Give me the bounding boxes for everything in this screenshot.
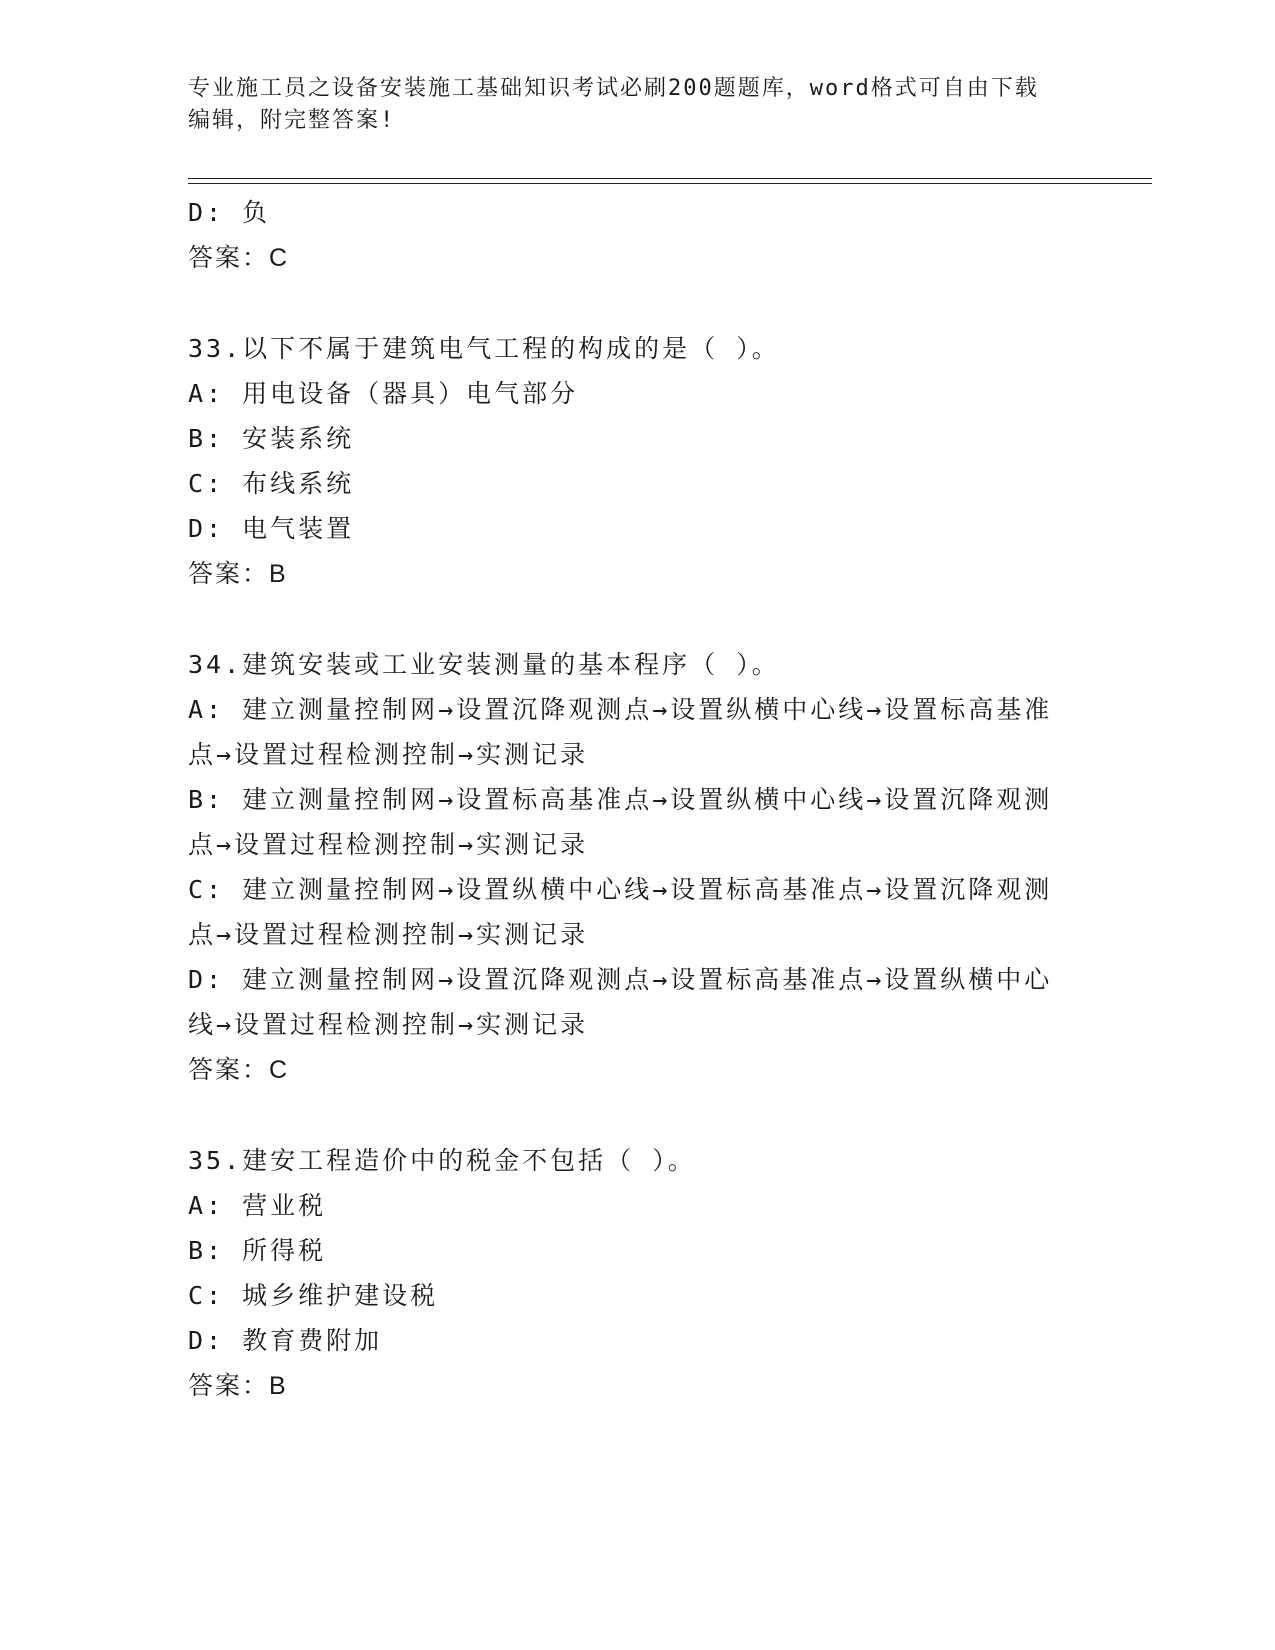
question-text: 33.以下不属于建筑电气工程的构成的是（ ）。 [188,334,780,363]
option-b: B: 建立测量控制网→设置标高基准点→设置纵横中心线→设置沉降观测点→设置过程检测控制→实测记录 [188,785,1053,859]
option-d: D: 负 [188,198,271,227]
option-b: B: 安装系统 [188,424,355,453]
option-d: D: 建立测量控制网→设置沉降观测点→设置标高基准点→设置纵横中心线→设置过程检测控制→实测记录 [188,965,1053,1039]
header-title-line1: 专业施工员之设备安装施工基础知识考试必刷200题题库，word格式可自由下载 [188,76,1039,101]
option-a: A: 用电设备（器具）电气部分 [188,379,579,408]
question-35 [188,1138,1088,1410]
question-33 [188,326,1088,598]
option-a: A: 建立测量控制网→设置沉降观测点→设置纵横中心线→设置标高基准点→设置过程检测控制→实测记录 [188,695,1053,769]
header-divider-bottom [188,183,1152,184]
document-header [188,73,1068,137]
previous-question-tail [188,190,1088,282]
question-text: 34.建筑安装或工业安装测量的基本程序（ ）。 [188,650,780,679]
option-c: C: 城乡维护建设税 [188,1281,439,1310]
option-d: D: 教育费附加 [188,1326,383,1355]
answer: 答案：C [188,244,290,272]
answer: 答案：B [188,1372,288,1400]
answer: 答案：B [188,560,288,588]
option-d: D: 电气装置 [188,514,355,543]
answer: 答案：C [188,1056,290,1084]
question-text: 35.建安工程造价中的税金不包括（ ）。 [188,1146,696,1175]
option-a: A: 营业税 [188,1191,327,1220]
option-c: C: 布线系统 [188,469,355,498]
option-b: B: 所得税 [188,1236,327,1265]
header-title-line2: 编辑，附完整答案! [188,108,396,133]
question-34 [188,642,1088,1094]
header-divider-top [188,178,1152,179]
document-body [188,190,1088,1410]
option-c: C: 建立测量控制网→设置纵横中心线→设置标高基准点→设置沉降观测点→设置过程检测控制→实测记录 [188,875,1053,949]
